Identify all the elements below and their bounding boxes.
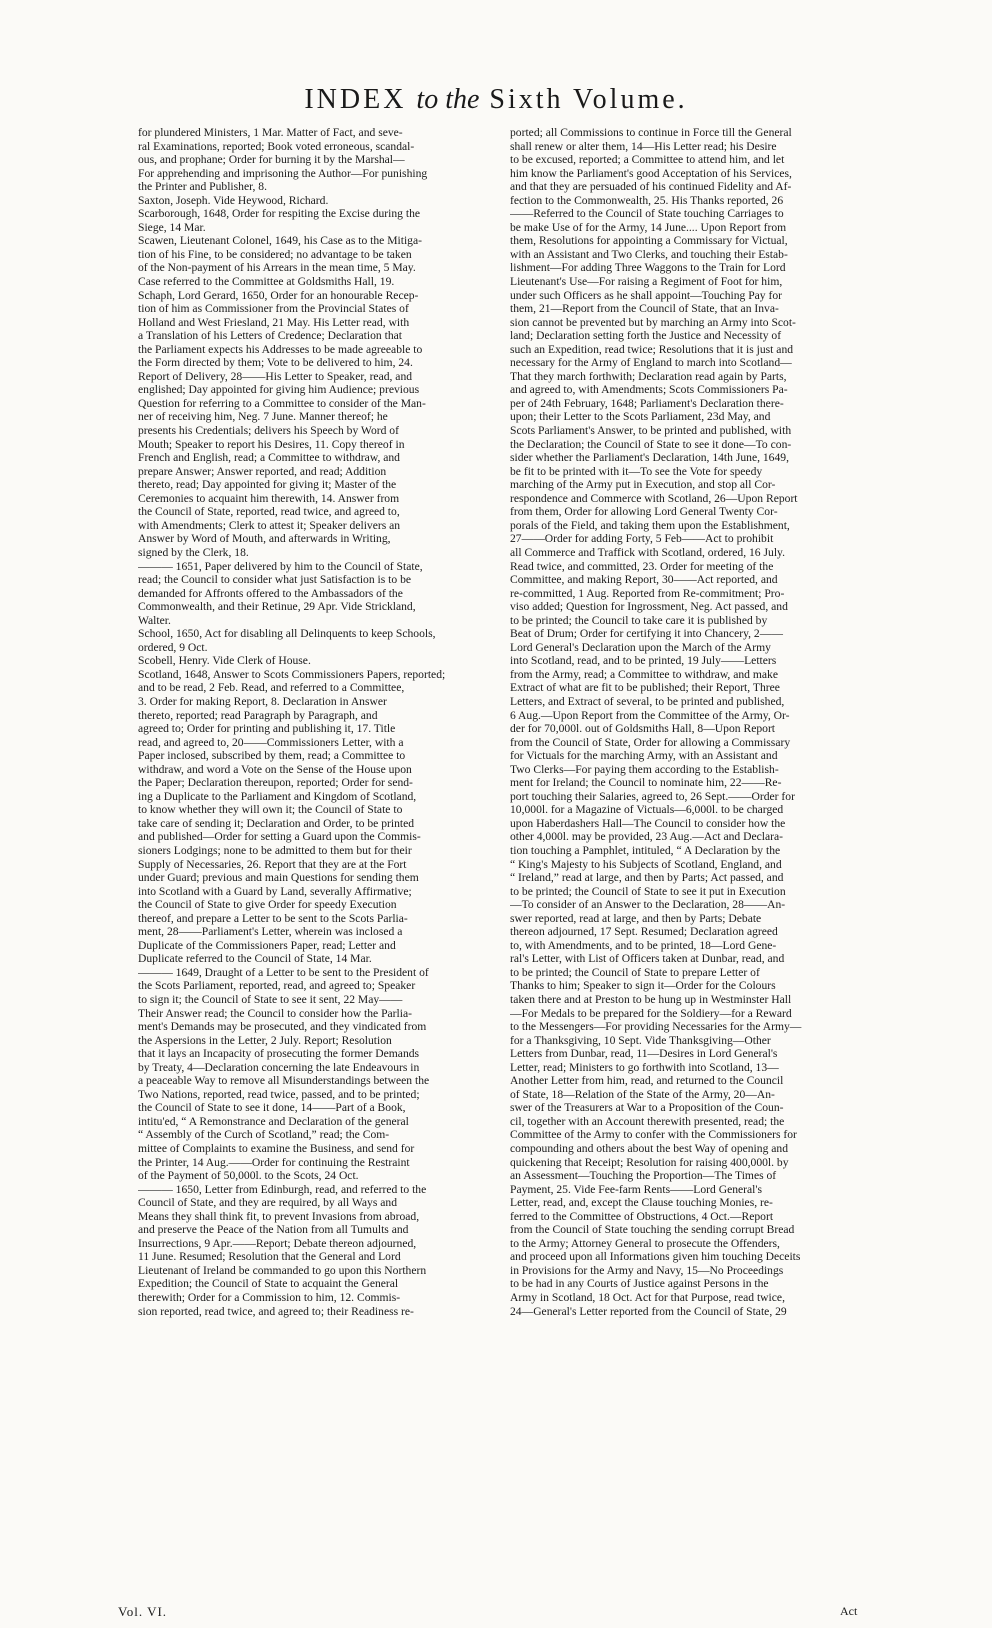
index-line: Insurrections, 9 Apr.——Report; Debate thereon adjourned, xyxy=(138,1236,417,1250)
header-volume: Sixth Volume. xyxy=(479,84,688,115)
index-line: Scobell, Henry. Vide Clerk of House. xyxy=(138,654,311,668)
index-line: Payment, 25. Vide Fee-farm Rents——Lord General's xyxy=(510,1182,762,1196)
index-line: into Scotland, read, and to be printed, 19 July——Letters xyxy=(510,654,777,668)
index-line: ment, 28——Parliament's Letter, wherein was inclosed a xyxy=(138,925,403,939)
header-to-the: to the xyxy=(416,84,480,115)
index-line: 6 Aug.—Upon Report from the Committee of the Army, Or- xyxy=(510,708,790,722)
index-line: the Paper; Declaration thereupon, reported; Order for send- xyxy=(138,776,413,790)
index-line: taken there and at Preston to be hung up in Westminster Hall xyxy=(510,993,792,1006)
index-line: the Declaration; the Council of State to see it done—To con- xyxy=(510,437,792,451)
index-line: them, 21—Report from the Council of State, that an Inva- xyxy=(510,302,779,316)
index-line: marching of the Army put in Execution, and stop all Cor- xyxy=(510,478,776,492)
index-line: Letter, read, and, except the Clause touching Monies, re- xyxy=(510,1196,773,1210)
index-line: Holland and West Friesland, 21 May. His Letter read, with xyxy=(138,315,410,329)
right-column xyxy=(510,126,862,1318)
index-line: Report of Delivery, 28——His Letter to Speaker, read, and xyxy=(138,369,413,383)
index-line: with Amendments; Clerk to attest it; Speaker delivers an xyxy=(138,518,401,532)
index-line: ment for Ireland; the Council to nominate him, 22——Re- xyxy=(510,776,782,790)
index-line: from the Council of State touching the sending corrupt Bread xyxy=(510,1223,795,1237)
index-line: sider whether the Parliament's Declaration, 14th June, 1649, xyxy=(510,451,789,465)
index-line: of the Non-payment of his Arrears in the mean time, 5 May. xyxy=(138,261,416,275)
index-line: Means they shall think fit, to prevent Invasions from abroad, xyxy=(138,1209,420,1223)
index-line: be make Use of for the Army, 14 June.... Upon Report from xyxy=(510,220,787,234)
index-line: swer of the Treasurers at War to a Proposition of the Coun- xyxy=(510,1101,784,1115)
index-line: Question for referring to a Committee to consider of the Man- xyxy=(138,396,426,410)
index-line: Answer by Word of Mouth, and afterwards in Writing, xyxy=(138,532,391,546)
index-line: for a Thanksgiving, 10 Sept. Vide Thanksgiving—Other xyxy=(510,1033,771,1047)
index-line: to, with Amendments, and to be printed, 18—Lord Gene- xyxy=(510,938,777,952)
index-line: with an Assistant and Two Clerks, and touching their Estab- xyxy=(510,247,788,261)
index-line: ral Examinations, reported; Book voted erroneous, scandal- xyxy=(138,139,415,153)
index-line: porals of the Field, and taking them upon the Establishment, xyxy=(510,518,790,532)
index-line: of State, 18—Relation of the State of the Army, 20—An- xyxy=(510,1087,775,1101)
index-line: the Parliament expects his Addresses to be made agreeable to xyxy=(138,342,423,356)
index-line: thereto, reported; read Paragraph by Paragraph, and xyxy=(138,708,378,722)
index-line: tion touching a Pamphlet, intituled, “ A Declaration by the xyxy=(510,843,781,857)
index-line: the Printer, 14 Aug.——Order for continuing the Restraint xyxy=(138,1155,410,1169)
index-line: ——— 1651, Paper delivered by him to the Council of State, xyxy=(138,559,423,573)
index-line: Supply of Necessaries, 26. Report that they are at the Fort xyxy=(138,857,407,871)
index-line: Council of State, and they are required, by all Ways and xyxy=(138,1196,397,1210)
index-line: ous, and prophane; Order for burning it by the Marshal— xyxy=(138,153,405,167)
index-line: for plundered Ministers, 1 Mar. Matter of Fact, and seve- xyxy=(138,126,403,139)
index-line: fection to the Commonwealth, 25. His Thanks reported, 26 xyxy=(510,193,784,207)
index-line: Lord General's Declaration upon the March of the Army xyxy=(510,640,771,654)
index-line: ported; all Commissions to continue in Force till the General xyxy=(510,126,792,139)
index-line: ferred to the Committee of Obstructions, 4 Oct.—Report xyxy=(510,1209,774,1223)
index-line: tion of him as Commissioner from the Provincial States of xyxy=(138,302,409,316)
index-line: lishment—For adding Three Waggons to the Train for Lord xyxy=(510,261,786,275)
index-line: to the Messengers—For providing Necessaries for the Army— xyxy=(510,1020,802,1034)
index-line: to know whether they will own it; the Council of State to xyxy=(138,803,403,817)
index-line: “ Assembly of the Curch of Scotland,” read; the Com- xyxy=(138,1128,390,1142)
index-line: and preserve the Peace of the Nation from all Tumults and xyxy=(138,1223,409,1237)
index-line: Saxton, Joseph. Vide Heywood, Richard. xyxy=(138,193,329,207)
index-line: Paper inclosed, subscribed by them, read; a Committee to xyxy=(138,749,406,763)
index-line: to sign it; the Council of State to see it sent, 22 May—— xyxy=(138,993,403,1006)
index-line: take care of sending it; Declaration and Order, to be printed xyxy=(138,816,415,830)
index-line: signed by the Clerk, 18. xyxy=(138,545,249,559)
index-line: Lieutenant of Ireland be commanded to go upon this Northern xyxy=(138,1263,427,1277)
index-line: Committee, and making Report, 30——Act reported, and xyxy=(510,573,778,587)
index-line: Expedition; the Council of State to acquaint the General xyxy=(138,1277,399,1291)
index-line: Ceremonies to acquaint him therewith, 14. Answer from xyxy=(138,491,400,505)
index-line: Scawen, Lieutenant Colonel, 1649, his Case as to the Mitiga- xyxy=(138,234,422,248)
index-line: viso added; Question for Ingrossment, Neg. Act passed, and xyxy=(510,600,788,614)
index-line: and to be read, 2 Feb. Read, and referred to a Committee, xyxy=(138,681,405,695)
index-line: shall renew or alter them, 14—His Letter read; his Desire xyxy=(510,139,777,153)
index-line: 11 June. Resumed; Resolution that the General and Lord xyxy=(138,1250,401,1264)
index-line: quickening that Receipt; Resolution for raising 400,000l. by xyxy=(510,1155,789,1169)
index-line: Walter. xyxy=(138,613,171,627)
index-line: to be printed; the Council of State to see it put in Execution xyxy=(510,884,786,898)
index-line: Two Nations, reported, read twice, passed, and to be printed; xyxy=(138,1087,420,1101)
index-line: and proceed upon all Informations given him touching Deceits xyxy=(510,1250,801,1264)
index-line: School, 1650, Act for disabling all Delinquents to keep Schools, xyxy=(138,627,436,641)
index-line: demanded for Affronts offered to the Ambassadors of the xyxy=(138,586,403,600)
index-line: 24—General's Letter reported from the Council of State, 29 xyxy=(510,1304,787,1318)
index-line: “ King's Majesty to his Subjects of Scotland, England, and xyxy=(510,857,782,871)
index-line: ordered, 9 Oct. xyxy=(138,640,208,654)
index-line: other 4,000l. may be provided, 23 Aug.—Act and Declara- xyxy=(510,830,784,844)
index-line: ment's Demands may be prosecuted, and they vindicated from xyxy=(138,1020,427,1034)
index-line: Lieutenant's Use—For raising a Regiment of Foot for him, xyxy=(510,275,783,289)
index-line: —For Medals to be prepared for the Soldiery—for a Reward xyxy=(510,1006,792,1020)
index-line: “ Ireland,” read at large, and then by Parts; Act passed, and xyxy=(510,871,784,885)
index-line: the Council of State to give Order for speedy Execution xyxy=(138,898,397,912)
index-line: to be printed; the Council of State to prepare Letter of xyxy=(510,965,760,979)
index-line: Siege, 14 Mar. xyxy=(138,220,206,234)
index-line: to be had in any Courts of Justice against Persons in the xyxy=(510,1277,769,1291)
index-line: Army in Scotland, 18 Oct. Act for that Purpose, read twice, xyxy=(510,1291,785,1305)
index-line: —To consider of an Answer to the Declaration, 28——An- xyxy=(510,898,786,912)
index-line: a Translation of his Letters of Credence; Declaration that xyxy=(138,329,403,343)
page-header xyxy=(0,84,992,116)
index-line: Thanks to him; Speaker to sign it—Order for the Colours xyxy=(510,979,776,993)
index-line: ner of receiving him, Neg. 7 June. Manner thereof; he xyxy=(138,410,388,424)
index-line: them, Resolutions for appointing a Commissary for Victual, xyxy=(510,234,788,248)
index-line: in Provisions for the Army and Navy, 15—No Proceedings xyxy=(510,1263,784,1277)
index-line: that it lays an Incapacity of prosecuting the former Demands xyxy=(138,1047,420,1061)
index-line: 10,000l. for a Magazine of Victuals—6,000l. to be charged xyxy=(510,803,784,817)
index-line: Duplicate of the Commissioners Paper, read; Letter and xyxy=(138,938,396,952)
left-column xyxy=(138,126,480,1318)
index-line: port touching their Salaries, agreed to, 26 Sept.——Order for xyxy=(510,789,795,803)
index-line: swer reported, read at large, and then by Parts; Debate xyxy=(510,911,762,925)
index-line: Extract of what are fit to be published; their Report, Three xyxy=(510,681,780,695)
index-line: Scots Parliament's Answer, to be printed and published, with xyxy=(510,424,792,438)
index-line: withdraw, and word a Vote on the Sense of the House upon xyxy=(138,762,412,776)
index-line: thereof, and prepare a Letter to be sent to the Scots Parlia- xyxy=(138,911,408,925)
index-line: the Form directed by them; Vote to be delivered to him, 24. xyxy=(138,356,413,370)
index-line: by Treaty, 4—Declaration concerning the late Endeavours in xyxy=(138,1060,420,1074)
index-line: all Commerce and Traffick with Scotland, ordered, 16 July. xyxy=(510,545,785,559)
index-line: an Assessment—Touching the Proportion—The Times of xyxy=(510,1169,777,1183)
index-line: into Scotland with a Guard by Land, severally Affirmative; xyxy=(138,884,412,898)
index-line: Mouth; Speaker to report his Desires, 11. Copy thereof in xyxy=(138,437,405,451)
index-line: to be printed; the Council to take care it is published by xyxy=(510,613,768,627)
index-line: sion reported, read twice, and agreed to; their Readiness re- xyxy=(138,1304,414,1318)
index-line: French and English, read; a Committee to withdraw, and xyxy=(138,451,400,465)
index-line: Letters from Dunbar, read, 11—Desires in Lord General's xyxy=(510,1047,778,1061)
index-line: of the Payment of 50,000l. to the Scots, 24 Oct. xyxy=(138,1169,359,1183)
index-line: the Council of State, reported, read twice, and agreed to, xyxy=(138,505,400,519)
index-line: thereto, read; Day appointed for giving it; Master of the xyxy=(138,478,397,492)
index-line: Letters, and Extract of several, to be printed and published, xyxy=(510,694,785,708)
index-line: to be excused, reported; a Committee to attend him, and let xyxy=(510,153,785,167)
index-line: therewith; Order for a Commission to him, 12. Commis- xyxy=(138,1291,401,1305)
index-line: for Victuals for the marching Army, with an Assistant and xyxy=(510,749,778,763)
index-line: Their Answer read; the Council to consider how the Parlia- xyxy=(138,1006,412,1020)
index-line: upon Haberdashers Hall—The Council to consider how the xyxy=(510,816,786,830)
index-line: ——Referred to the Council of State touching Carriages to xyxy=(510,207,784,221)
index-line: 27——Order for adding Forty, 5 Feb——Act to prohibit xyxy=(510,532,774,546)
index-line: Read twice, and committed, 23. Order for meeting of the xyxy=(510,559,774,573)
index-line: under Guard; previous and main Questions for sending them xyxy=(138,871,419,885)
volume-label: Vol. VI. xyxy=(118,1604,168,1619)
index-line: 3. Order for making Report, 8. Declaration in Answer xyxy=(138,694,387,708)
index-line: him know the Parliament's good Acceptation of his Services, xyxy=(510,166,792,180)
index-line: read; the Council to consider what just Satisfaction is to be xyxy=(138,573,412,587)
index-line: der for 70,000l. out of Goldsmiths Hall, 8—Upon Report xyxy=(510,722,776,736)
index-line: Scarborough, 1648, Order for respiting the Excise during the xyxy=(138,207,421,221)
index-line: and that they are persuaded of his continued Fidelity and Af- xyxy=(510,180,792,194)
index-line: Case referred to the Committee at Goldsmiths Hall, 19. xyxy=(138,275,395,289)
index-line: Scotland, 1648, Answer to Scots Commissioners Papers, reported; xyxy=(138,667,446,681)
index-line: Two Clerks—For paying them according to the Establish- xyxy=(510,762,779,776)
index-line: respondence and Commerce with Scotland, 26—Upon Report xyxy=(510,491,798,505)
index-line: and agreed to, with Amendments; Scots Commissioners Pa- xyxy=(510,383,788,397)
index-line: That they march forthwith; Declaration read again by Parts, xyxy=(510,369,787,383)
index-line: under such Officers as he shall appoint—Touching Pay for xyxy=(510,288,783,302)
index-line: land; Declaration setting forth the Justice and Necessity of xyxy=(510,329,782,343)
index-line: thereon adjourned, 17 Sept. Resumed; Declaration agreed xyxy=(510,925,778,939)
index-line: the Council of State to see it done, 14——Part of a Book, xyxy=(138,1101,406,1115)
index-line: ing a Duplicate to the Parliament and Kingdom of Scotland, xyxy=(138,789,417,803)
index-line: cil, together with an Account therewith presented, read; the xyxy=(510,1114,785,1128)
index-line: a peaceable Way to remove all Misunderstandings between the xyxy=(138,1074,430,1088)
index-line: Another Letter from him, read, and returned to the Council xyxy=(510,1074,784,1088)
index-line: and published—Order for setting a Guard upon the Commis- xyxy=(138,830,421,844)
index-line: compounding and others about the best Way of opening and xyxy=(510,1142,789,1156)
index-line: intitu'ed, “ A Remonstrance and Declaration of the general xyxy=(138,1114,409,1128)
index-line: per of 24th February, 1648; Parliament's Declaration there- xyxy=(510,396,784,410)
index-line: read, and agreed to, 20——Commissioners Letter, with a xyxy=(138,735,404,749)
index-line: ——— 1650, Letter from Edinburgh, read, and referred to the xyxy=(138,1182,427,1196)
index-line: Commonwealth, and their Retinue, 29 Apr. Vide Strickland, xyxy=(138,600,416,614)
index-line: upon; their Letter to the Scots Parliament, 23d May, and xyxy=(510,410,771,424)
index-line: englished; Day appointed for giving him Audience; previous xyxy=(138,383,420,397)
index-line: the Scots Parliament, reported, read, and agreed to; Speaker xyxy=(138,979,416,993)
index-line: necessary for the Army of England to march into Scotland— xyxy=(510,356,792,370)
header-index: INDEX xyxy=(304,84,417,115)
index-line: from the Army, read; a Committee to withdraw, and make xyxy=(510,667,778,681)
index-line: Committee of the Army to confer with the Commissioners for xyxy=(510,1128,797,1142)
index-line: presents his Credentials; delivers his Speech by Word of xyxy=(138,424,399,438)
index-line: ral's Letter, with List of Officers taken at Dunbar, read, and xyxy=(510,952,785,966)
index-line: For apprehending and imprisoning the Author—For punishing xyxy=(138,166,428,180)
index-line: Beat of Drum; Order for certifying it into Chancery, 2—— xyxy=(510,627,783,641)
index-line: from them, Order for allowing Lord General Twenty Cor- xyxy=(510,505,778,519)
index-line: agreed to; Order for printing and publishing it, 17. Title xyxy=(138,722,396,736)
index-line: the Printer and Publisher, 8. xyxy=(138,180,267,194)
index-line: tion of his Fine, to be considered; no advantage to be taken xyxy=(138,247,412,261)
index-line: Schaph, Lord Gerard, 1650, Order for an honourable Recep- xyxy=(138,288,419,302)
index-line: sioners Lodgings; none to be admitted to them but for their xyxy=(138,843,412,857)
index-line: such an Expedition, read twice; Resolutions that it is just and xyxy=(510,342,794,356)
index-line: the Aspersions in the Letter, 2 July. Report; Resolution xyxy=(138,1033,392,1047)
index-line: mittee of Complaints to examine the Business, and send for xyxy=(138,1142,415,1156)
index-line: to the Army; Attorney General to prosecute the Offenders, xyxy=(510,1236,780,1250)
index-line: Letter, read; Ministers to go forthwith into Scotland, 13— xyxy=(510,1060,779,1074)
catchword: Act xyxy=(840,1604,858,1618)
index-line: ——— 1649, Draught of a Letter to be sent to the President of xyxy=(138,965,429,979)
index-line: prepare Answer; Answer reported, and read; Addition xyxy=(138,464,387,478)
index-line: Duplicate referred to the Council of State, 14 Mar. xyxy=(138,952,372,966)
index-line: re-committed, 1 Aug. Reported from Re-commitment; Pro- xyxy=(510,586,785,600)
index-line: from the Council of State, Order for allowing a Commissary xyxy=(510,735,791,749)
index-line: sion cannot be prevented but by marching an Army into Scot- xyxy=(510,315,796,329)
index-line: be fit to be printed with it—To see the Vote for speedy xyxy=(510,464,763,478)
